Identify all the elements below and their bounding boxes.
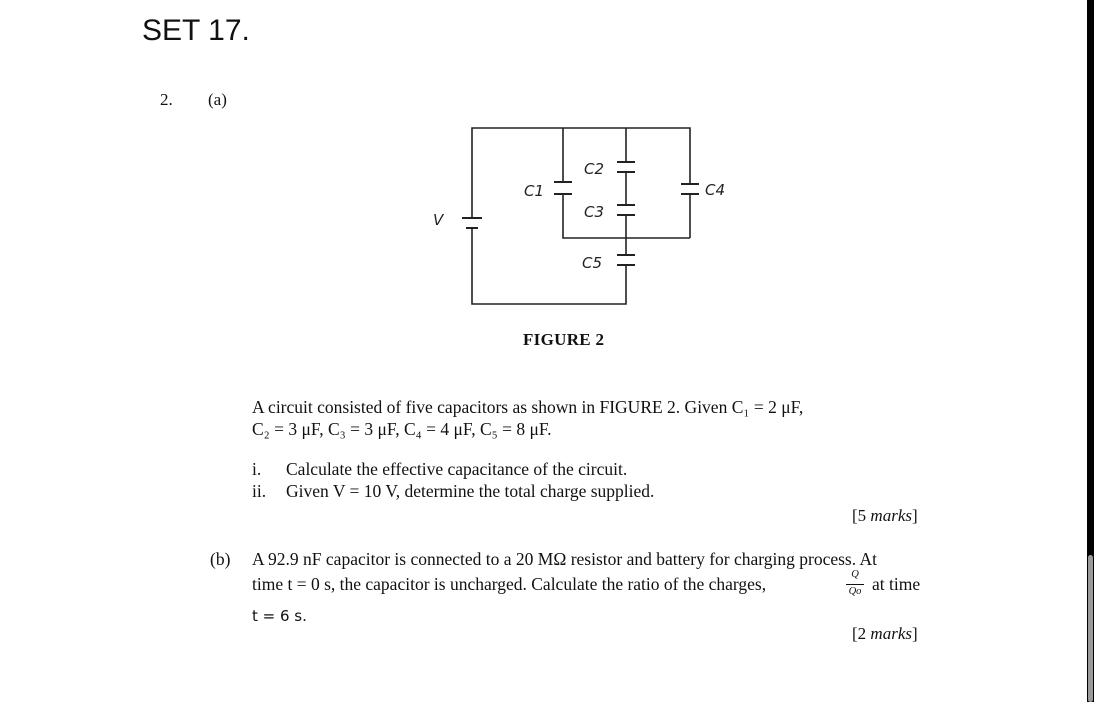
part-b-line3: t = 6 s. (252, 607, 307, 625)
label-c1: C1 (524, 182, 545, 200)
figure-caption: FIGURE 2 (523, 330, 605, 349)
item-i-text: Calculate the effective capacitance of the circuit. (286, 459, 628, 479)
item-ii-text: Given V = 10 V, determine the total charge supplied. (286, 481, 655, 501)
part-a-intro-line2: C₂ = 3 μF, C₃ = 3 μF, C₄ = 4 μF, C₅ = 8 μF. (252, 419, 552, 439)
fraction-numerator: Q (851, 569, 859, 580)
part-a-intro-line1: A circuit consisted of five capacitors as shown in FIGURE 2. Given C₁ = 2 μF, (252, 397, 804, 417)
item-i-roman: i. (252, 459, 262, 479)
part-a-marks: [5 marks] (852, 506, 918, 525)
question-number: 2. (160, 90, 173, 109)
part-b-marks: [2 marks] (852, 624, 918, 643)
wire-outer-left (472, 128, 690, 218)
part-b-line1: A 92.9 nF capacitor is connected to a 20 MΩ resistor and battery for charging process. At (252, 549, 878, 569)
label-c3: C3 (584, 203, 605, 221)
fraction-denominator: Qo (848, 586, 862, 597)
label-c4: C4 (705, 181, 726, 199)
item-ii-roman: ii. (252, 481, 267, 501)
part-b-line2: time t = 0 s, the capacitor is uncharged. Calculate the ratio of the charges, (252, 574, 767, 594)
set-title: SET 17. (142, 14, 250, 47)
label-c5: C5 (582, 254, 603, 272)
label-c2: C2 (584, 160, 605, 178)
wire-outer-bottom (472, 228, 626, 304)
part-b-label: (b) (210, 549, 231, 569)
part-a-label: (a) (208, 90, 227, 109)
part-b-line2-tail: at time (872, 574, 921, 594)
fraction-bar (846, 584, 864, 585)
label-v: V (433, 211, 444, 229)
scrollbar-track[interactable] (1087, 0, 1094, 702)
scrollbar-thumb[interactable] (1088, 555, 1093, 702)
